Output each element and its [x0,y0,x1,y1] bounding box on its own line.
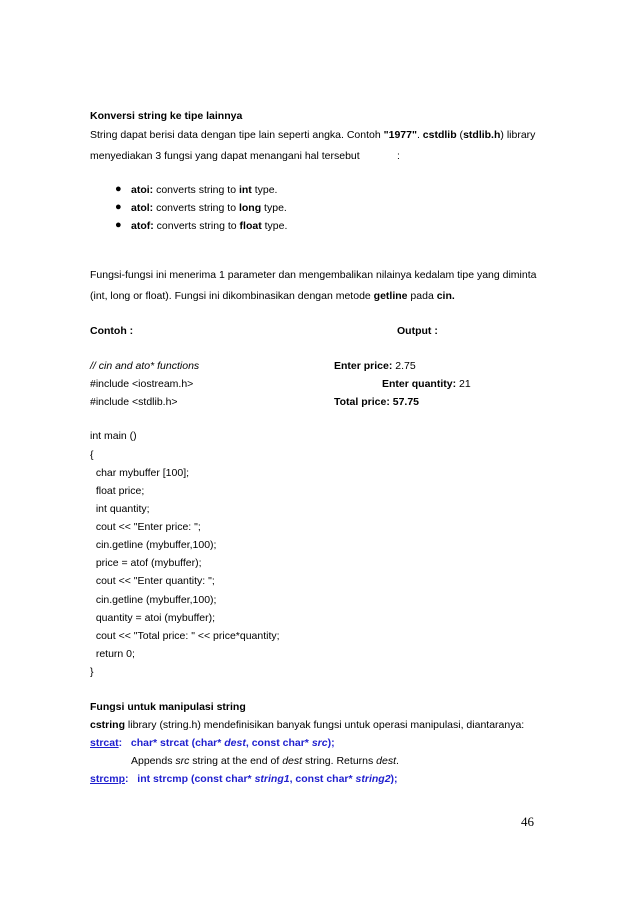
code-line-5: int main () [90,430,137,442]
strcat-signature: strcat: char* strcat (char* dest, const char* src); [90,737,335,749]
bullet-dot-icon: ● [115,183,122,195]
code-line-6: { [90,449,94,461]
code-line-14: cin.getline (mybuffer,100); [90,594,217,606]
code-line-12: price = atof (mybuffer); [90,557,202,569]
output-price: Enter price: 2.75 [334,360,416,372]
code-line-9: int quantity; [90,503,150,515]
example-number: "1977" [383,129,417,141]
code-line-1: // cin and ato* functions [90,360,200,372]
strcat-description: Appends src string at the end of dest string. Returns dest. [131,755,399,767]
code-line-10: cout << "Enter price: "; [90,521,201,533]
cstring-description: cstring library (string.h) mendefinisikan banyak fungsi untuk operasi manipulasi, diantaranya: [90,719,525,731]
section-heading-string-manipulation: Fungsi untuk manipulasi string [90,701,246,713]
code-line-16: cout << "Total price: " << price*quantity; [90,630,280,642]
code-line-7: char mybuffer [100]; [90,467,190,479]
intro-text: . [416,129,423,141]
intro-line-2: menyediakan 3 fungsi yang dapat menangani hal tersebut [90,150,360,162]
cstdlib-term: cstdlib [422,129,457,141]
output-label: Output : [397,325,438,337]
code-line-2: #include <iostream.h> [90,378,194,390]
para2-line-1: Fungsi-fungsi ini menerima 1 parameter dan mengembalikan nilainya kedalam tipe yang diminta [90,269,537,281]
intro-text: ( [456,129,464,141]
bullet-dot-icon: ● [115,201,122,213]
page-number: 46 [521,814,534,829]
strcat-link[interactable]: strcat [90,737,119,749]
code-line-18: } [90,666,94,678]
code-line-17: return 0; [90,648,135,660]
code-line-3: #include <stdlib.h> [90,396,178,408]
bullet-text: atoi: converts string to int type. [131,184,278,196]
para2-line-2: (int, long or float). Fungsi ini dikombinasikan dengan metode getline pada cin. [90,290,455,302]
intro-line-1 [90,128,535,142]
code-line-8: float price; [90,485,145,497]
strcmp-link[interactable]: strcmp [90,773,126,785]
code-line-11: cin.getline (mybuffer,100); [90,539,217,551]
intro-colon: : [397,150,400,162]
section-heading-conversion: Konversi string ke tipe lainnya [90,110,243,122]
code-line-15: quantity = atoi (mybuffer); [90,612,215,624]
bullet-dot-icon: ● [115,219,122,231]
stdlib-h-term: stdlib.h [463,129,501,141]
bullet-text: atof: converts string to float type. [131,220,288,232]
example-label: Contoh : [90,325,134,337]
output-quantity: Enter quantity: 21 [382,378,471,390]
intro-text: ) library [500,129,536,141]
code-line-13: cout << "Enter quantity: "; [90,575,215,587]
output-total: Total price: 57.75 [334,396,420,408]
bullet-text: atol: converts string to long type. [131,202,287,214]
intro-text: String dapat berisi data dengan tipe lain seperti angka. Contoh [90,129,384,141]
strcmp-signature: strcmp: int strcmp (const char* string1, const char* string2); [90,773,398,785]
